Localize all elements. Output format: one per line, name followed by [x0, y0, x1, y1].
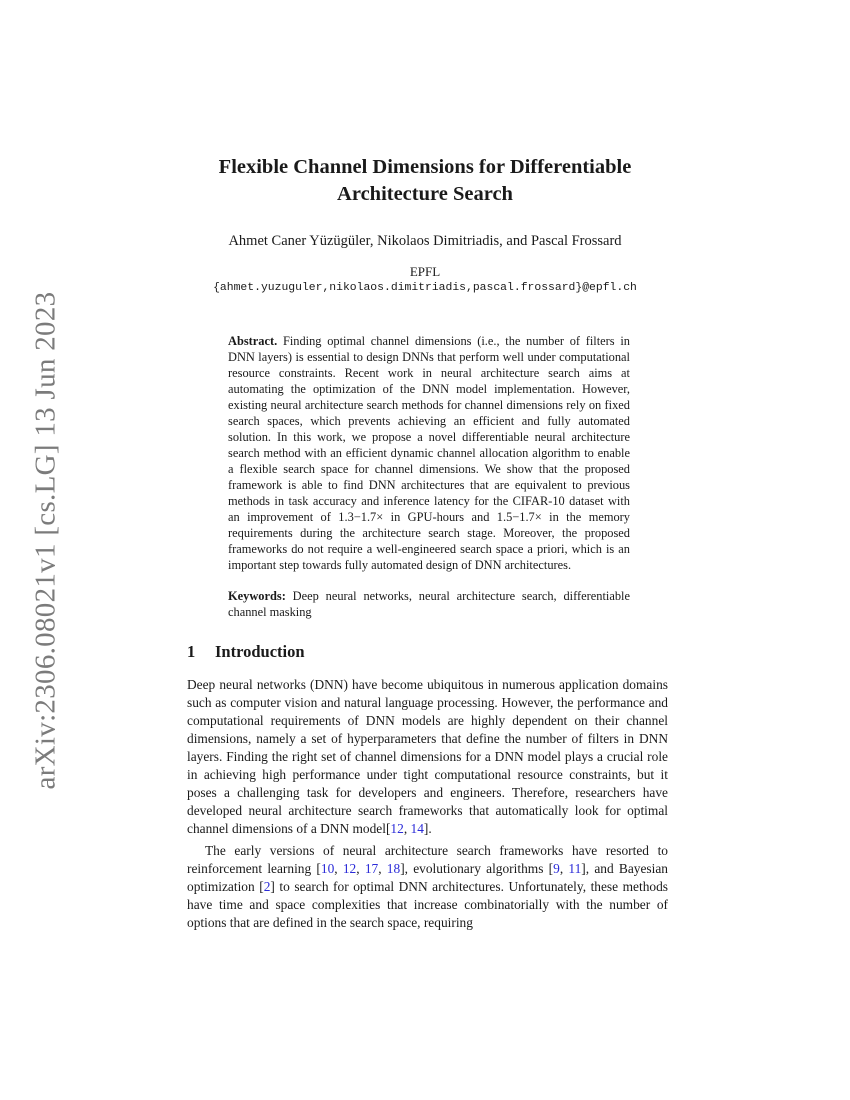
- citation-separator: ,: [334, 861, 343, 876]
- citation-link[interactable]: 14: [410, 821, 424, 836]
- section-number: 1: [187, 642, 196, 661]
- keywords-label: Keywords:: [228, 589, 286, 603]
- paragraph-text: ], and Bayesian optimization [: [187, 861, 668, 894]
- citation-link[interactable]: 10: [320, 861, 335, 876]
- title-line-2: Architecture Search: [337, 183, 513, 205]
- abstract: [228, 333, 630, 573]
- paragraph-text: The early versions of neural architecture search frameworks have resorted to reinforcement learning [: [187, 843, 668, 876]
- arxiv-identifier-sidebar: [16, 291, 76, 789]
- citation-link[interactable]: 9: [553, 861, 560, 876]
- abstract-text: Finding optimal channel dimensions (i.e., the number of filters in DNN layers) is essential to design DNNs that perform well under computational resource constraints. Recent work in neural architecture search aims at automating the optimization of the DNN model implementation. However, existing neural architecture search methods for channel dimensions rely on fixed search spaces, which prevents achieving an efficient and fully automated solution. In this work, we propose a novel differentiable neural architecture search method with an efficient dynamic channel allocation algorithm to enable a flexible search space for channel dimensions. We show that the proposed framework is able to find DNN architectures that are equivalent to previous methods in task accuracy and inference latency for the CIFAR-10 dataset with an improvement of 1.3−1.7× in GPU-hours and 1.5−1.7× in the memory requirements during the architecture search stage. Moreover, the proposed frameworks do not require a well-engineered search space a priori, which is an important step towards fully automated design of DNN architectures.: [228, 334, 630, 572]
- keywords: [228, 588, 630, 620]
- citation-separator: ,: [559, 861, 569, 876]
- paragraph-text: ], evolutionary algorithms [: [400, 861, 554, 876]
- paragraph-text: Deep neural networks (DNN) have become ubiquitous in numerous application domains such as computer vision and natural language processing. However, the performance and computational requirements of DNN models are highly dependent on their channel dimensions, namely a set of hyperparameters that define the number of filters in DNN layers. Finding the right set of channel dimensions for a DNN model plays a crucial role in achieving high performance under tight computational resource constraints, but it poses a challenging task for developers and engineers. Therefore, researchers have developed neural architecture search frameworks that automatically look for optimal channel dimensions of a DNN model[: [187, 677, 668, 836]
- section-heading-introduction: [187, 642, 667, 662]
- citation-link[interactable]: 12: [390, 821, 404, 836]
- keywords-text: Deep neural networks, neural architecture search, differentiable channel masking: [228, 589, 630, 619]
- citation-link[interactable]: 17: [364, 861, 379, 876]
- arxiv-identifier-text: arXiv:2306.08021v1 [cs.LG] 13 Jun 2023: [29, 291, 62, 789]
- abstract-label: Abstract.: [228, 334, 278, 348]
- citation-separator: ,: [356, 861, 365, 876]
- intro-paragraph-2: [187, 842, 668, 932]
- citation-separator: ,: [378, 861, 387, 876]
- citation-separator: ,: [403, 821, 411, 836]
- title-line-1: Flexible Channel Dimensions for Differentiable: [218, 156, 632, 178]
- citation-link[interactable]: 2: [263, 879, 271, 894]
- author-list: Ahmet Caner Yüzügüler, Nikolaos Dimitriadis, and Pascal Frossard: [228, 233, 622, 249]
- author-emails: {ahmet.yuzuguler,nikolaos.dimitriadis,pascal.frossard}@epfl.ch: [213, 282, 637, 294]
- paragraph-text: ] to search for optimal DNN architectures. Unfortunately, these methods have time and space complexities that increase combinatorially with the number of options that are defined in the search space, requiring: [187, 879, 668, 930]
- paragraph-text: ].: [423, 821, 432, 836]
- paper-title: [170, 154, 680, 208]
- citation-link[interactable]: 18: [386, 861, 401, 876]
- citation-link[interactable]: 11: [568, 861, 582, 876]
- intro-paragraph-1: [187, 676, 668, 838]
- citation-link[interactable]: 12: [342, 861, 357, 876]
- section-title: Introduction: [215, 642, 305, 661]
- affiliation: EPFL: [409, 264, 441, 279]
